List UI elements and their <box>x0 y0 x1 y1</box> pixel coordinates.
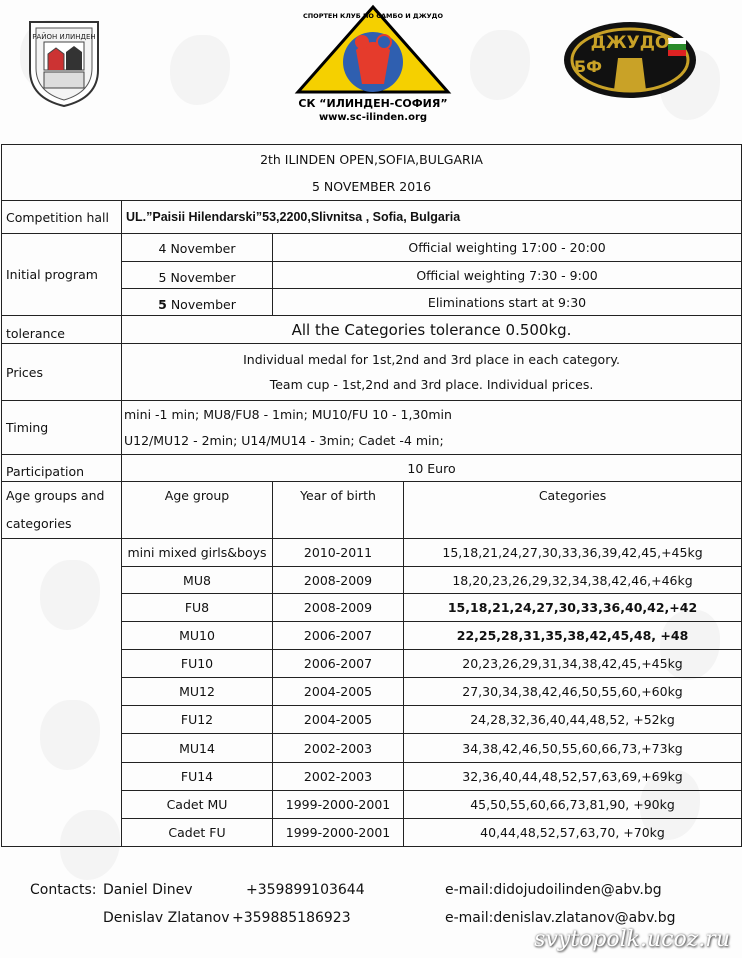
club-name: СК “ИЛИНДЕН-СОФИЯ” <box>298 97 448 110</box>
year-cell: 2002-2003 <box>273 763 404 791</box>
age-group-cell: FU10 <box>122 650 273 678</box>
categories-cell: 15,18,21,24,27,30,33,36,39,42,45,+45kg <box>404 539 742 567</box>
header <box>0 0 742 145</box>
categories-cell: 45,50,55,60,66,73,81,90, +90kg <box>404 791 742 819</box>
tolerance-value: All the Categories tolerance 0.500kg. <box>122 316 742 344</box>
age-group-cell: FU8 <box>122 594 273 622</box>
district-crest-logo <box>22 12 106 108</box>
age-groups-label: Age groups and <box>6 488 105 503</box>
timing-line-1: mini -1 min; MU8/FU8 - 1min; MU10/FU 10 - 1,30min <box>124 406 452 422</box>
year-cell: 2010-2011 <box>273 539 404 567</box>
categories-cell: 18,20,23,26,29,32,34,38,42,46,+46kg <box>404 567 742 594</box>
program-day: 5 November <box>122 289 273 316</box>
age-group-cell: MU12 <box>122 678 273 706</box>
event-title: 2th ILINDEN OPEN,SOFIA,BULGARIA <box>260 151 483 167</box>
age-group-cell: MU10 <box>122 622 273 650</box>
age-group-cell: FU12 <box>122 706 273 734</box>
prices-row <box>2 344 742 401</box>
table-row <box>2 539 742 567</box>
categories-cell: 32,36,40,44,48,52,57,63,69,+69kg <box>404 763 742 791</box>
judo-logo-letters: БФ <box>573 57 603 76</box>
participation-row <box>2 455 742 482</box>
age-group-cell: Cadet FU <box>122 819 273 847</box>
year-cell: 2006-2007 <box>273 650 404 678</box>
program-item: Official weighting 7:30 - 9:00 <box>273 262 742 289</box>
year-cell: 2002-2003 <box>273 734 404 763</box>
program-row <box>2 234 742 262</box>
categories-cell: 22,25,28,31,35,38,42,45,48, +48 <box>404 622 742 650</box>
contact-name: Denislav Zlatanov <box>103 910 230 926</box>
program-item: Official weighting 17:00 - 20:00 <box>273 234 742 262</box>
age-groups-header-row <box>2 482 742 539</box>
column-header-categories: Categories <box>404 482 742 539</box>
age-group-cell: FU14 <box>122 763 273 791</box>
tolerance-label: tolerance <box>2 316 122 344</box>
timing-label: Timing <box>2 401 122 455</box>
contact-email[interactable]: e-mail:denislav.zlatanov@abv.bg <box>445 910 676 926</box>
judo-logo-text: ДЖУДО <box>590 33 670 53</box>
competition-info-table <box>1 144 742 847</box>
prices-line-1: Individual medal for 1st,2nd and 3rd place in each category. <box>243 352 620 367</box>
title-row <box>2 145 742 201</box>
timing-line-2: U12/MU12 - 2min; U14/MU14 - 3min; Cadet -4 min; <box>124 432 444 448</box>
age-group-cell: mini mixed girls&boys <box>122 539 273 567</box>
crest-text: РАЙОН ИЛИНДЕН <box>32 33 96 41</box>
categories-cell: 40,44,48,52,57,63,70, +70kg <box>404 819 742 847</box>
categories-cell: 24,28,32,36,40,44,48,52, +52kg <box>404 706 742 734</box>
contact-name: Daniel Dinev <box>103 882 193 898</box>
categories-cell: 27,30,34,38,42,46,50,55,60,+60kg <box>404 678 742 706</box>
club-logo <box>278 4 468 126</box>
program-label: Initial program <box>2 234 122 316</box>
contacts-label: Contacts: <box>30 882 97 898</box>
timing-row <box>2 401 742 455</box>
hall-row <box>2 201 742 234</box>
participation-value: 10 Euro <box>122 455 742 482</box>
prices-line-2: Team cup - 1st,2nd and 3rd place. Individual prices. <box>269 377 594 392</box>
year-cell: 2008-2009 <box>273 567 404 594</box>
prices-label: Prices <box>2 344 122 401</box>
categories-cell: 34,38,42,46,50,55,60,66,73,+73kg <box>404 734 742 763</box>
age-groups-label-2: categories <box>6 516 72 531</box>
year-cell: 2006-2007 <box>273 622 404 650</box>
participation-label: Participation <box>2 455 122 482</box>
program-item: Eliminations start at 9:30 <box>273 289 742 316</box>
age-group-cell: MU8 <box>122 567 273 594</box>
judo-federation-logo <box>560 18 700 102</box>
tolerance-row <box>2 316 742 344</box>
contact-phone[interactable]: +359885186923 <box>232 910 351 926</box>
year-cell: 1999-2000-2001 <box>273 791 404 819</box>
year-cell: 2008-2009 <box>273 594 404 622</box>
club-url: www.sc-ilinden.org <box>318 112 428 123</box>
hall-value: UL.”Paisii Hilendarski”53,2200,Slivnitsa , Sofia, Bulgaria <box>122 201 742 234</box>
column-header-age-group: Age group <box>122 482 273 539</box>
year-cell: 2004-2005 <box>273 678 404 706</box>
program-day: 5 November <box>122 262 273 289</box>
column-header-year: Year of birth <box>273 482 404 539</box>
hall-label: Competition hall <box>2 201 122 234</box>
categories-cell: 15,18,21,24,27,30,33,36,40,42,+42 <box>404 594 742 622</box>
contact-email[interactable]: e-mail:didojudoilinden@abv.bg <box>445 882 662 898</box>
site-watermark: svytopolk.ucoz.ru <box>534 927 730 952</box>
age-group-cell: Cadet MU <box>122 791 273 819</box>
contact-phone[interactable]: +359899103644 <box>246 882 365 898</box>
event-date: 5 NOVEMBER 2016 <box>311 178 432 194</box>
year-cell: 2004-2005 <box>273 706 404 734</box>
club-arc-text: СПОРТЕН КЛУБ ПО САМБО И ДЖУДО <box>302 12 444 20</box>
year-cell: 1999-2000-2001 <box>273 819 404 847</box>
age-group-cell: MU14 <box>122 734 273 763</box>
categories-cell: 20,23,26,29,31,34,38,42,45,+45kg <box>404 650 742 678</box>
program-day: 4 November <box>122 234 273 262</box>
